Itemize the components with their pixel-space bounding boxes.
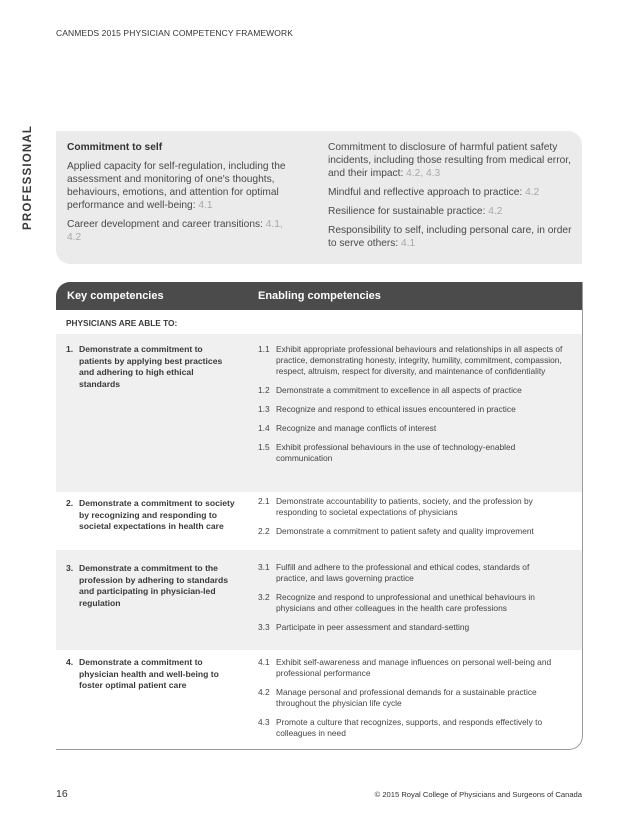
summary-item <box>328 141 572 180</box>
copyright-notice: © 2015 Royal College of Physicians and Surgeons of Canada <box>374 790 582 799</box>
enabling-list <box>258 496 563 545</box>
enabling-list <box>258 344 563 472</box>
summary-item-text: Applied capacity for self-regulation, including the assessment and monitoring of one's thoughts, behaviours, emotions, and attention for optimal performance and well-being: <box>67 161 286 211</box>
enabling-number: 3.1 <box>258 562 270 572</box>
enabling-item <box>258 592 563 614</box>
summary-item-text: Resilience for sustainable practice: <box>328 206 489 217</box>
enabling-number: 2.2 <box>258 526 270 536</box>
enabling-item <box>258 496 563 518</box>
enabling-number: 4.3 <box>258 717 270 727</box>
key-competency <box>66 344 236 390</box>
enabling-text: Manage personal and professional demands for a sustainable practice throughout the physician life cycle <box>276 687 537 708</box>
enabling-item <box>258 442 563 464</box>
enabling-number: 1.3 <box>258 404 270 414</box>
summary-item-ref: 4.1 <box>198 200 213 211</box>
key-number: 4. <box>66 657 74 667</box>
enabling-item <box>258 657 563 679</box>
enabling-item <box>258 687 563 709</box>
subheader-label: PHYSICIANS ARE ABLE TO: <box>66 318 178 328</box>
summary-item <box>328 205 572 218</box>
summary-left-column <box>67 141 299 250</box>
enabling-text: Promote a culture that recognizes, supports, and responds effectively to colleagues in need <box>276 717 543 738</box>
key-number: 1. <box>66 344 74 354</box>
enabling-number: 1.5 <box>258 442 270 452</box>
enabling-list <box>258 657 563 747</box>
enabling-text: Demonstrate accountability to patients, society, and the profession by responding to societal expectations of physicians <box>276 496 533 517</box>
enabling-text: Exhibit professional behaviours in the use of technology-enabled communication <box>276 442 516 463</box>
summary-item-ref: 4.2 <box>525 187 540 198</box>
summary-item-ref: 4.1 <box>401 238 416 249</box>
enabling-text: Participate in peer assessment and standard-setting <box>276 622 470 632</box>
enabling-item <box>258 622 563 633</box>
enabling-number: 1.2 <box>258 385 270 395</box>
table-row <box>56 550 582 650</box>
enabling-text: Demonstrate a commitment to excellence in all aspects of practice <box>276 385 522 395</box>
key-competency <box>66 657 236 692</box>
enabling-item <box>258 562 563 584</box>
summary-item-ref: 4.1, 4.2 <box>67 219 283 243</box>
summary-item-text: Mindful and reflective approach to practice: <box>328 187 526 198</box>
summary-item-text: Responsibility to self, including personal care, in order to serve others: <box>328 225 572 249</box>
summary-item-ref: 4.2 <box>488 206 503 217</box>
enabling-item <box>258 385 563 396</box>
key-text: Demonstrate a commitment to the profession by adhering to standards and participating in physician-led regulation <box>79 563 228 608</box>
summary-item <box>328 224 572 250</box>
enabling-number: 2.1 <box>258 496 270 506</box>
key-text: Demonstrate a commitment to patients by applying best practices and adhering to high ethical standards <box>79 344 223 389</box>
enabling-number: 4.1 <box>258 657 270 667</box>
enabling-item <box>258 404 563 415</box>
key-competency <box>66 563 236 609</box>
enabling-text: Recognize and manage conflicts of interest <box>276 423 437 433</box>
key-text: Demonstrate a commitment to society by recognizing and responding to societal expectations in health care <box>79 498 235 531</box>
section-side-label: PROFESSIONAL <box>22 124 34 230</box>
enabling-text: Recognize and respond to unprofessional and unethical behaviours in physicians and other colleagues in the health care professions <box>276 592 535 613</box>
key-number: 3. <box>66 563 74 573</box>
summary-right-column <box>328 141 572 256</box>
summary-item <box>67 218 299 244</box>
summary-item <box>67 160 299 212</box>
enabling-number: 3.2 <box>258 592 270 602</box>
header-enabling-competencies: Enabling competencies <box>258 290 381 302</box>
enabling-text: Fulfill and adhere to the professional and ethical codes, standards of practice, and laws governing practice <box>276 562 530 583</box>
table-row <box>56 492 582 550</box>
enabling-number: 4.2 <box>258 687 270 697</box>
enabling-text: Exhibit self-awareness and manage influences on personal well-being and professional performance <box>276 657 552 678</box>
table-row <box>56 334 582 492</box>
running-header: CANMEDS 2015 PHYSICIAN COMPETENCY FRAMEWORK <box>56 28 293 38</box>
enabling-text: Exhibit appropriate professional behaviours and relationships in all aspects of practice, demonstrating honesty, integrity, humility, commitment, compassion, respect, altruism, respect for diversity, and maintenance of confidentiality <box>276 344 563 376</box>
summary-title: Commitment to self <box>67 142 163 153</box>
enabling-item <box>258 526 563 537</box>
enabling-number: 3.3 <box>258 622 270 632</box>
header-key-competencies: Key competencies <box>67 290 164 302</box>
table-row <box>56 650 582 748</box>
key-text: Demonstrate a commitment to physician health and well-being to foster optimal patient care <box>79 657 219 690</box>
summary-item-ref: 4.2, 4.3 <box>406 168 441 179</box>
summary-box <box>56 131 582 264</box>
enabling-number: 1.1 <box>258 344 270 354</box>
enabling-text: Recognize and respond to ethical issues encountered in practice <box>276 404 516 414</box>
enabling-item <box>258 344 563 377</box>
page-number: 16 <box>56 788 68 800</box>
enabling-item <box>258 423 563 434</box>
summary-item-text: Career development and career transitions: <box>67 219 266 230</box>
table-header <box>56 282 582 310</box>
enabling-text: Demonstrate a commitment to patient safety and quality improvement <box>276 526 534 536</box>
enabling-number: 1.4 <box>258 423 270 433</box>
enabling-list <box>258 562 563 641</box>
summary-item <box>328 186 572 199</box>
competency-table <box>56 282 583 750</box>
key-competency <box>66 498 236 533</box>
table-subheader <box>56 310 582 334</box>
summary-item-text: Commitment to disclosure of harmful patient safety incidents, including those resulting from medical error, and their impact: <box>328 142 571 179</box>
enabling-item <box>258 717 563 739</box>
key-number: 2. <box>66 498 74 508</box>
